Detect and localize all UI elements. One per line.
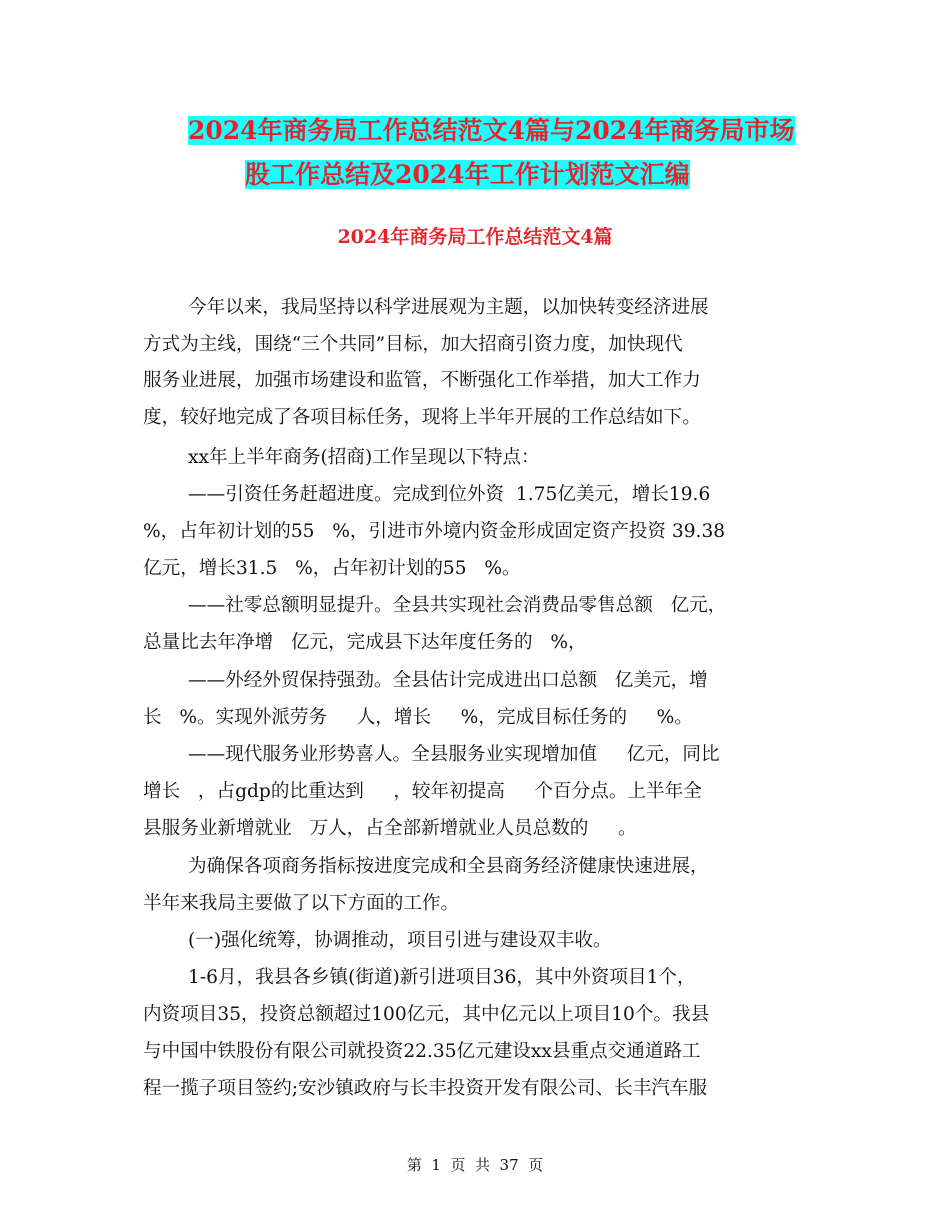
body-line: ——社零总额明显提升。全县共实现社会消费品零售总额 亿元， bbox=[188, 595, 727, 616]
body-line: 今年以来，我局坚持以科学进展观为主题，以加快转变经济进展 bbox=[188, 297, 709, 318]
body-line: 为确保各项商务指标按进度完成和全县商务经济健康快速进展， bbox=[188, 856, 709, 877]
document-title-line-2: 股工作总结及2024年工作计划范文汇编 bbox=[245, 160, 690, 189]
body-line: 程一揽子项目签约;安沙镇政府与长丰投资开发有限公司、长丰汽车服 bbox=[143, 1078, 708, 1099]
section-heading: 2024年商务局工作总结范文4篇 bbox=[337, 226, 613, 248]
body-line: 度，较好地完成了各项目标任务，现将上半年开展的工作总结如下。 bbox=[143, 407, 701, 428]
body-line: %，占年初计划的55 %，引进市外境内资金形成固定资产投资 39.38 bbox=[143, 521, 726, 542]
body-line: ——现代服务业形势喜人。全县服务业实现增加值 亿元，同比 bbox=[188, 744, 720, 765]
page-number-footer: 第 1 页 共 37 页 bbox=[406, 1156, 544, 1174]
body-line: 长 %。实现外派劳务 人，增长 %，完成目标任务的 %。 bbox=[143, 707, 693, 728]
document-title-line-1: 2024年商务局工作总结范文4篇与2024年商务局市场 bbox=[188, 116, 795, 145]
body-line: (一)强化统筹，协调推动，项目引进与建设双丰收。 bbox=[188, 930, 612, 951]
body-line: 方式为主线，围绕“三个共同”目标，加大招商引资力度，加快现代 bbox=[143, 334, 683, 355]
body-line: 服务业进展，加强市场建设和监管，不断强化工作举措，加大工作力 bbox=[143, 370, 701, 391]
body-line: 半年来我局主要做了以下方面的工作。 bbox=[143, 893, 460, 914]
body-line: xx年上半年商务(招商)工作呈现以下特点： bbox=[188, 447, 540, 468]
body-line: 县服务业新增就业 万人，占全部新增就业人员总数的 。 bbox=[143, 818, 637, 839]
body-line: ——外经外贸保持强劲。全县估计完成进出口总额 亿美元，增 bbox=[188, 670, 708, 691]
body-line: 1-6月，我县各乡镇(街道)新引进项目36，其中外资项目1个， bbox=[188, 967, 696, 988]
body-line: ——引资任务赶超进度。完成到位外资 1.75亿美元，增长19.6 bbox=[188, 484, 711, 505]
body-line: 增长 ，占gdp的比重达到 ，较年初提高 个百分点。上半年全 bbox=[143, 781, 702, 802]
body-line: 亿元，增长31.5 %，占年初计划的55 %。 bbox=[143, 558, 521, 579]
body-line: 与中国中铁股份有限公司就投资22.35亿元建设xx县重点交通道路工 bbox=[143, 1041, 701, 1062]
body-line: 总量比去年净增 亿元，完成县下达年度任务的 %， bbox=[143, 632, 587, 653]
body-line: 内资项目35，投资总额超过100亿元，其中亿元以上项目10个。我县 bbox=[143, 1004, 710, 1025]
